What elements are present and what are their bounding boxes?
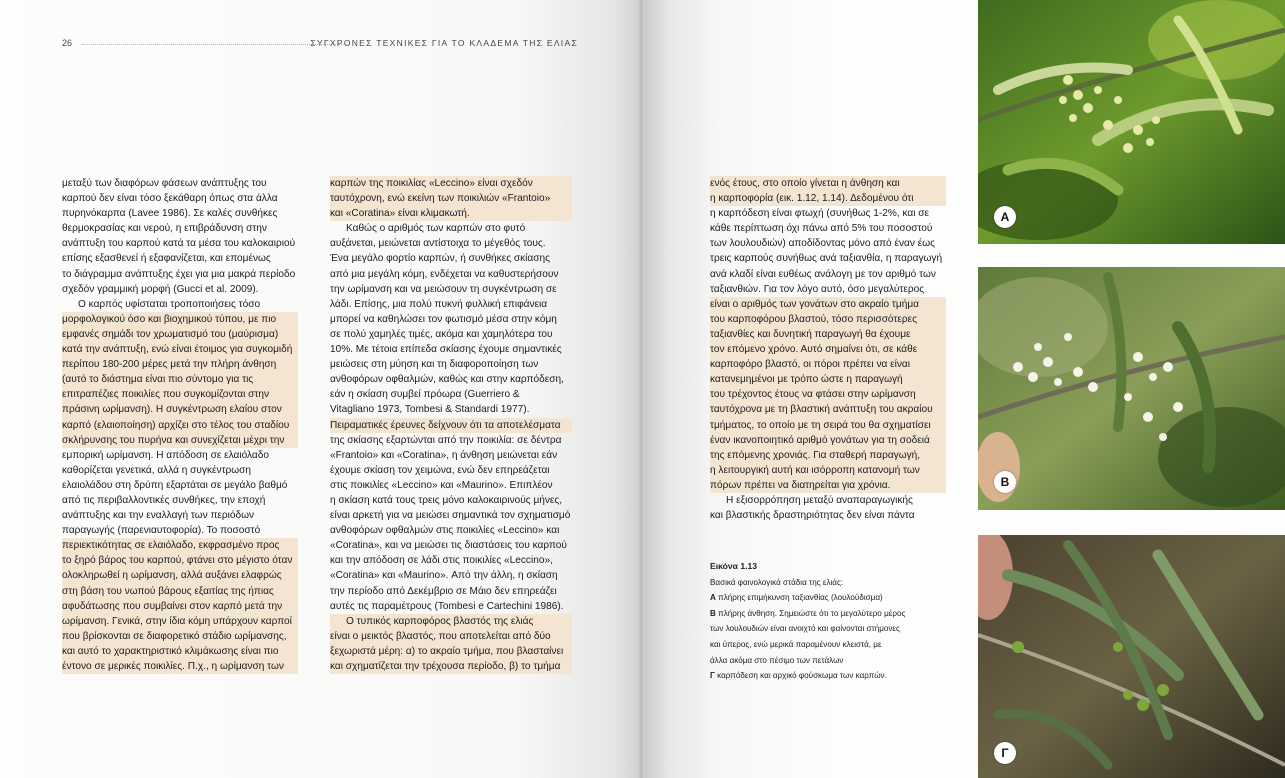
text-line: έναν ικανοποιητικό αριθμό γονάτων για τη σοδειά [710,433,946,448]
text-line: ταξιανθιών. Για τον λόγο αυτό, όσο μεγαλύτερος [710,283,925,295]
text-line: η λειτουργική αυτή και ισόρροπη κατανομή των [710,463,946,478]
text-line: σχεδόν γραμμική μορφή (Gucci et al. 2009). [62,283,259,295]
text-line: σε πολύ χαμηλές τιμές, ακόμα και χαμηλότερα του [330,328,553,340]
caption-items [710,590,970,684]
text-line: (αυτό το διάστημα είναι πιο σύντομο για τις [62,372,298,387]
text-line: πόρων πρέπει να διατηρείται για χρόνια. [710,478,946,493]
text-line: «Coratina» και «Maurino». Από την άλλη, η σκίαση [330,570,558,582]
text-line: κατανεμημένοι με τρόπο ώστε η παραγωγή [710,372,946,387]
caption-line [710,590,970,606]
text-line: περιεκτικότητας σε ελαιόλαδο, εκφρασμένο προς [62,538,298,553]
text-line: ωρίμανση. Γενικά, στην ίδια κόμη υπάρχουν καρποί [62,614,298,629]
text-line: ανθοφόρων οφθαλμών, καθώς και στην καρπόδεση, [330,374,564,386]
text-line: Πειραματικές έρευνες δείχνουν ότι τα αποτελέσματα [330,418,572,433]
text-line: η σκίαση κατά τους τρεις μόνο καλοκαιρινούς μήνες, [330,494,563,506]
photo-b-badge: Β [994,471,1016,493]
text-line: ξεχωριστά μέρη: α) το ακραίο τμήμα, που βλασταίνει [330,644,572,659]
text-line: Η εξισορρόπηση μεταξύ αναπαραγωγικής [726,494,913,506]
photo-inflorescence [978,0,1285,244]
page-number: 26 [62,38,73,48]
text-column-3 [710,176,946,523]
caption-text: καρπόδεση και αρχικό φούσκωμα των καρπών. [717,671,887,681]
text-line: μορφολογικού όσο και βιοχημικού τύπου, με πιο [62,312,298,327]
caption-text: των λουλουδιών είναι ανοιχτό και φαίνονται στήμονες [710,624,900,634]
text-line: από τις περιβαλλοντικές συνθήκες, την εποχή [62,494,266,506]
photo-b-image [978,267,1285,510]
text-line: έχουμε σκίαση τον χειμώνα, ενώ δεν επηρεάζεται [330,464,550,476]
caption-line [710,621,970,637]
caption-text: πλήρης επιμήκυνση ταξιανθίας (λουλούδισμα) [718,593,883,603]
text-line: κάθε περίπτωση όχι πάνω από 5% του ποσοστού [710,223,933,235]
book-gutter [638,0,645,778]
caption-line [710,668,970,684]
text-line: σκλήρυνσης του πυρήνα και συνεχίζεται μέχρι την [62,433,298,448]
text-line: καρπό (ελαιοποίηση) αρχίζει στο τέλος του σταδίου [62,418,298,433]
text-column-1 [62,176,298,674]
text-line: στις ποικιλίες «Leccino» και «Maurino». Επιπλέον [330,479,553,491]
caption-letter: Γ [710,671,715,681]
text-line: τρεις καρπούς συνήθως ανά ταξιανθία, η παραγωγή [710,253,943,265]
text-line: εμπορική ωρίμανση. Η απόδοση σε ελαιόλαδο [62,449,269,461]
text-line: το διάγραμμα ανάπτυξης έχει για μια μακρά περίοδο [62,268,296,280]
photo-a-badge: Α [994,206,1016,228]
text-line: ολοκληρωθεί η ωρίμανση, αλλά αυξάνει ελαφρώς [62,568,298,583]
text-line: του τρέχοντος έτους να φτάσει στην ωρίμανση [710,387,946,402]
text-line: και σχηματίζεται την τρέχουσα περίοδο, β) το τμήμα [330,659,572,674]
text-line: ανάπτυξης και την εναλλαγή των περιόδων [62,510,255,522]
text-line: την ωρίμανση και να μειώσουν τη συγκέντρωση σε [330,283,557,295]
photo-a-image [978,0,1285,244]
text-line: ταξιανθίες και δυνητική παραγωγή θα έχουμε [710,327,946,342]
text-line: Καθώς ο αριθμός των καρπών στο φυτό [346,223,526,235]
text-line: είναι αρκετή για να μειώσει σημαντικά τον σχηματισμό [330,510,571,522]
text-line: που βρίσκονται σε διαφορετικό στάδιο ωρίμανσης, [62,629,298,644]
text-line: ανάπτυξη του καρπού κατά τα μέσα του καλοκαιριού [62,238,296,250]
text-line: ελαιολάδου στη δρύπη εξαρτάται σε μεγάλο βαθμό [62,479,288,491]
text-line: η καρπόδεση είναι φτωχή (συνήθως 1-2%, και σε [710,208,930,220]
text-line: την περίοδο από Δεκέμβριο σε Μάιο δεν επηρεάζει [330,585,557,597]
text-line: πυρηνόκαρπα (Lavee 1986). Σε καλές συνθήκες [62,208,278,220]
text-line: της επόμενης χρονιάς. Για σταθερή παραγωγή, [710,448,946,463]
text-line: καρπού δεν είναι τόσο ξεκάθαρη όπως στα άλλα [62,193,278,205]
text-line: ταυτόχρονη, ενώ εκείνη των ποικιλιών «Frantoio» [330,191,572,206]
text-line: επιτραπέζιες ποικιλίες που συγκομίζονται στην [62,387,298,402]
text-line: επίσης εξασθενεί ή εξαφανίζεται, και επομένως [62,253,271,265]
caption-line [710,653,970,669]
text-line: Vitagliano 1973, Tombesi & Standardi 1977). [330,404,530,416]
text-line: μπορεί να καθηλώσει τον φωτισμό μέσα στην κόμη [330,313,557,325]
text-line: θερμοκρασίας και νερού, η επιβράδυνση στην [62,223,267,235]
figure-caption [710,559,970,684]
caption-text: άλλα ακόμα στο πέσιμο των πετάλων [710,655,844,665]
text-line: αυξάνεται, μειώνεται αντίστοιχα το μέγεθός τους. [330,238,546,250]
caption-line [710,637,970,653]
text-line: είναι ο αριθμός των γονάτων στο ακραίο τμήμα [710,297,946,312]
text-line: του καρποφόρου βλαστού, τόσο περισσότερες [710,312,946,327]
text-line: μειώσεις στη μύηση και τη διαφοροποίηση των [330,359,539,371]
text-line: Ο καρπός υφίσταται τροποποιήσεις τόσο [78,298,261,310]
caption-letter: Α [710,593,716,603]
text-line: μεταξύ των διαφόρων φάσεων ανάπτυξης του [62,178,267,189]
text-line: καρπών της ποικιλίας «Leccino» είναι σχεδόν [330,176,572,191]
text-line: λάδι. Επίσης, μια πολύ πυκνή φυλλική επιφάνεια [330,298,548,310]
text-line: ταυτόχρονα με τη βλαστική ανάπτυξη του ακραίου [710,402,946,417]
text-line: καρποφόρο βλαστό, οι πόροι πρέπει να είναι [710,357,946,372]
caption-text: πλήρης άνθηση. Σημειώστε ότι το μεγαλύτερο μέρος [718,608,906,618]
text-line: «Coratina», και να μειώσει τις διαστάσεις του καρπού [330,540,567,552]
text-line: εάν η σκίαση συμβεί πρόωρα (Guerriero & [330,389,520,401]
text-line: 10%. Με τέτοια επίπεδα σκίασης έχουμε σημαντικές [330,344,562,356]
text-line: είναι ο μεικτός βλαστός, που αποτελείται από δύο [330,629,572,644]
running-header [62,38,578,50]
text-line: καθορίζεται γενετικά, αλλά η συγκέντρωση [62,464,252,476]
caption-title: Εικόνα 1.13 [710,561,758,571]
text-line: των λουλουδιών) αποδίδοντας μόνο από έναν έως [710,238,935,250]
text-line: και την απόδοση σε λάδι στις ποικιλίες «Leccino», [330,555,553,567]
caption-letter: Β [710,608,716,618]
text-column-2 [330,176,572,674]
text-line: και «Coratina» είναι κλιμακωτή. [330,206,572,221]
photo-c-badge: Γ [994,742,1016,764]
text-line: Ο τυπικός καρποφόρος βλαστός της ελιάς [330,614,572,629]
text-line: παραγωγής (παρενιαυτοφορία). Το ποσοστό [62,525,261,537]
text-line: αυτές τις παραμέτρους (Tombesi e Cartechini 1986). [330,600,564,612]
text-line: ανθοφόρων οφθαλμών στις ποικιλίες «Leccino» και [330,525,560,537]
text-line: η καρποφορία (εικ. 1.12, 1.14). Δεδομένου ότι [710,191,946,206]
text-line: Ένα μεγάλο φορτίο καρπών, ή συνθήκες σκίασης [330,253,550,265]
header-dotted-rule [82,44,348,45]
text-line: κατά την ανάπτυξη, ενώ είναι έτοιμος για συγκομιδή [62,342,298,357]
text-line: τμήματος, το οποίο με τη σειρά του θα σχηματίσει [710,418,946,433]
text-line: τον επόμενο χρόνο. Αυτό σημαίνει ότι, σε κάθε [710,342,946,357]
text-line: το ξηρό βάρος του καρπού, φτάνει στο μέγιστο όταν [62,553,298,568]
running-title: ΣΥΓΧΡΟΝΕΣ ΤΕΧΝΙΚΕΣ ΓΙΑ ΤΟ ΚΛΑΔΕΜΑ ΤΗΣ ΕΛΙΑΣ [310,38,578,48]
photo-fruit-set [978,535,1285,778]
text-line: ανά κλαδί είναι ευθέως ανάλογη με τον αριθμό των [710,268,936,280]
text-line: έντονο σε μερικές ποικιλίες. Π.χ., η ωρίμανση των [62,659,298,674]
photo-full-bloom [978,267,1285,510]
caption-line [710,606,970,622]
text-line: αφυδάτωσης που συμβαίνει στον καρπό μετά την [62,599,298,614]
photo-c-image [978,535,1285,778]
caption-text: και ύπερος, ενώ μερικά παραμένουν κλειστά, με [710,639,882,649]
text-line: στη βάση του νωπού βάρους εξαιτίας της ήπιας [62,584,298,599]
text-line: εμφανές σημάδι τον χρωματισμό του (μαύρισμα) [62,327,298,342]
text-line: ενός έτους, στο οποίο γίνεται η άνθηση και [710,176,946,191]
text-line: και αυτό το χαρακτηριστικό κλιμάκωσης είναι πιο [62,644,298,659]
text-line: της σκίασης εξαρτώνται από την ποικιλία: σε δέντρα [330,434,562,446]
text-line: περίπου 180-200 μέρες μετά την πλήρη άνθηση [62,357,298,372]
caption-intro: Βασικά φαινολογικά στάδια της ελιάς: [710,577,844,587]
text-line: και βλαστικής δραστηριότητας δεν είναι πάντα [710,510,915,522]
text-line: από μια μεγάλη κόμη, ενδέχεται να καθυστερήσουν [330,268,559,280]
text-line: «Frantoio» και «Coratina», η άνθηση μειώνεται εάν [330,449,558,461]
text-line: πράσινη ωρίμανση). Η συγκέντρωση ελαίου στον [62,402,298,417]
